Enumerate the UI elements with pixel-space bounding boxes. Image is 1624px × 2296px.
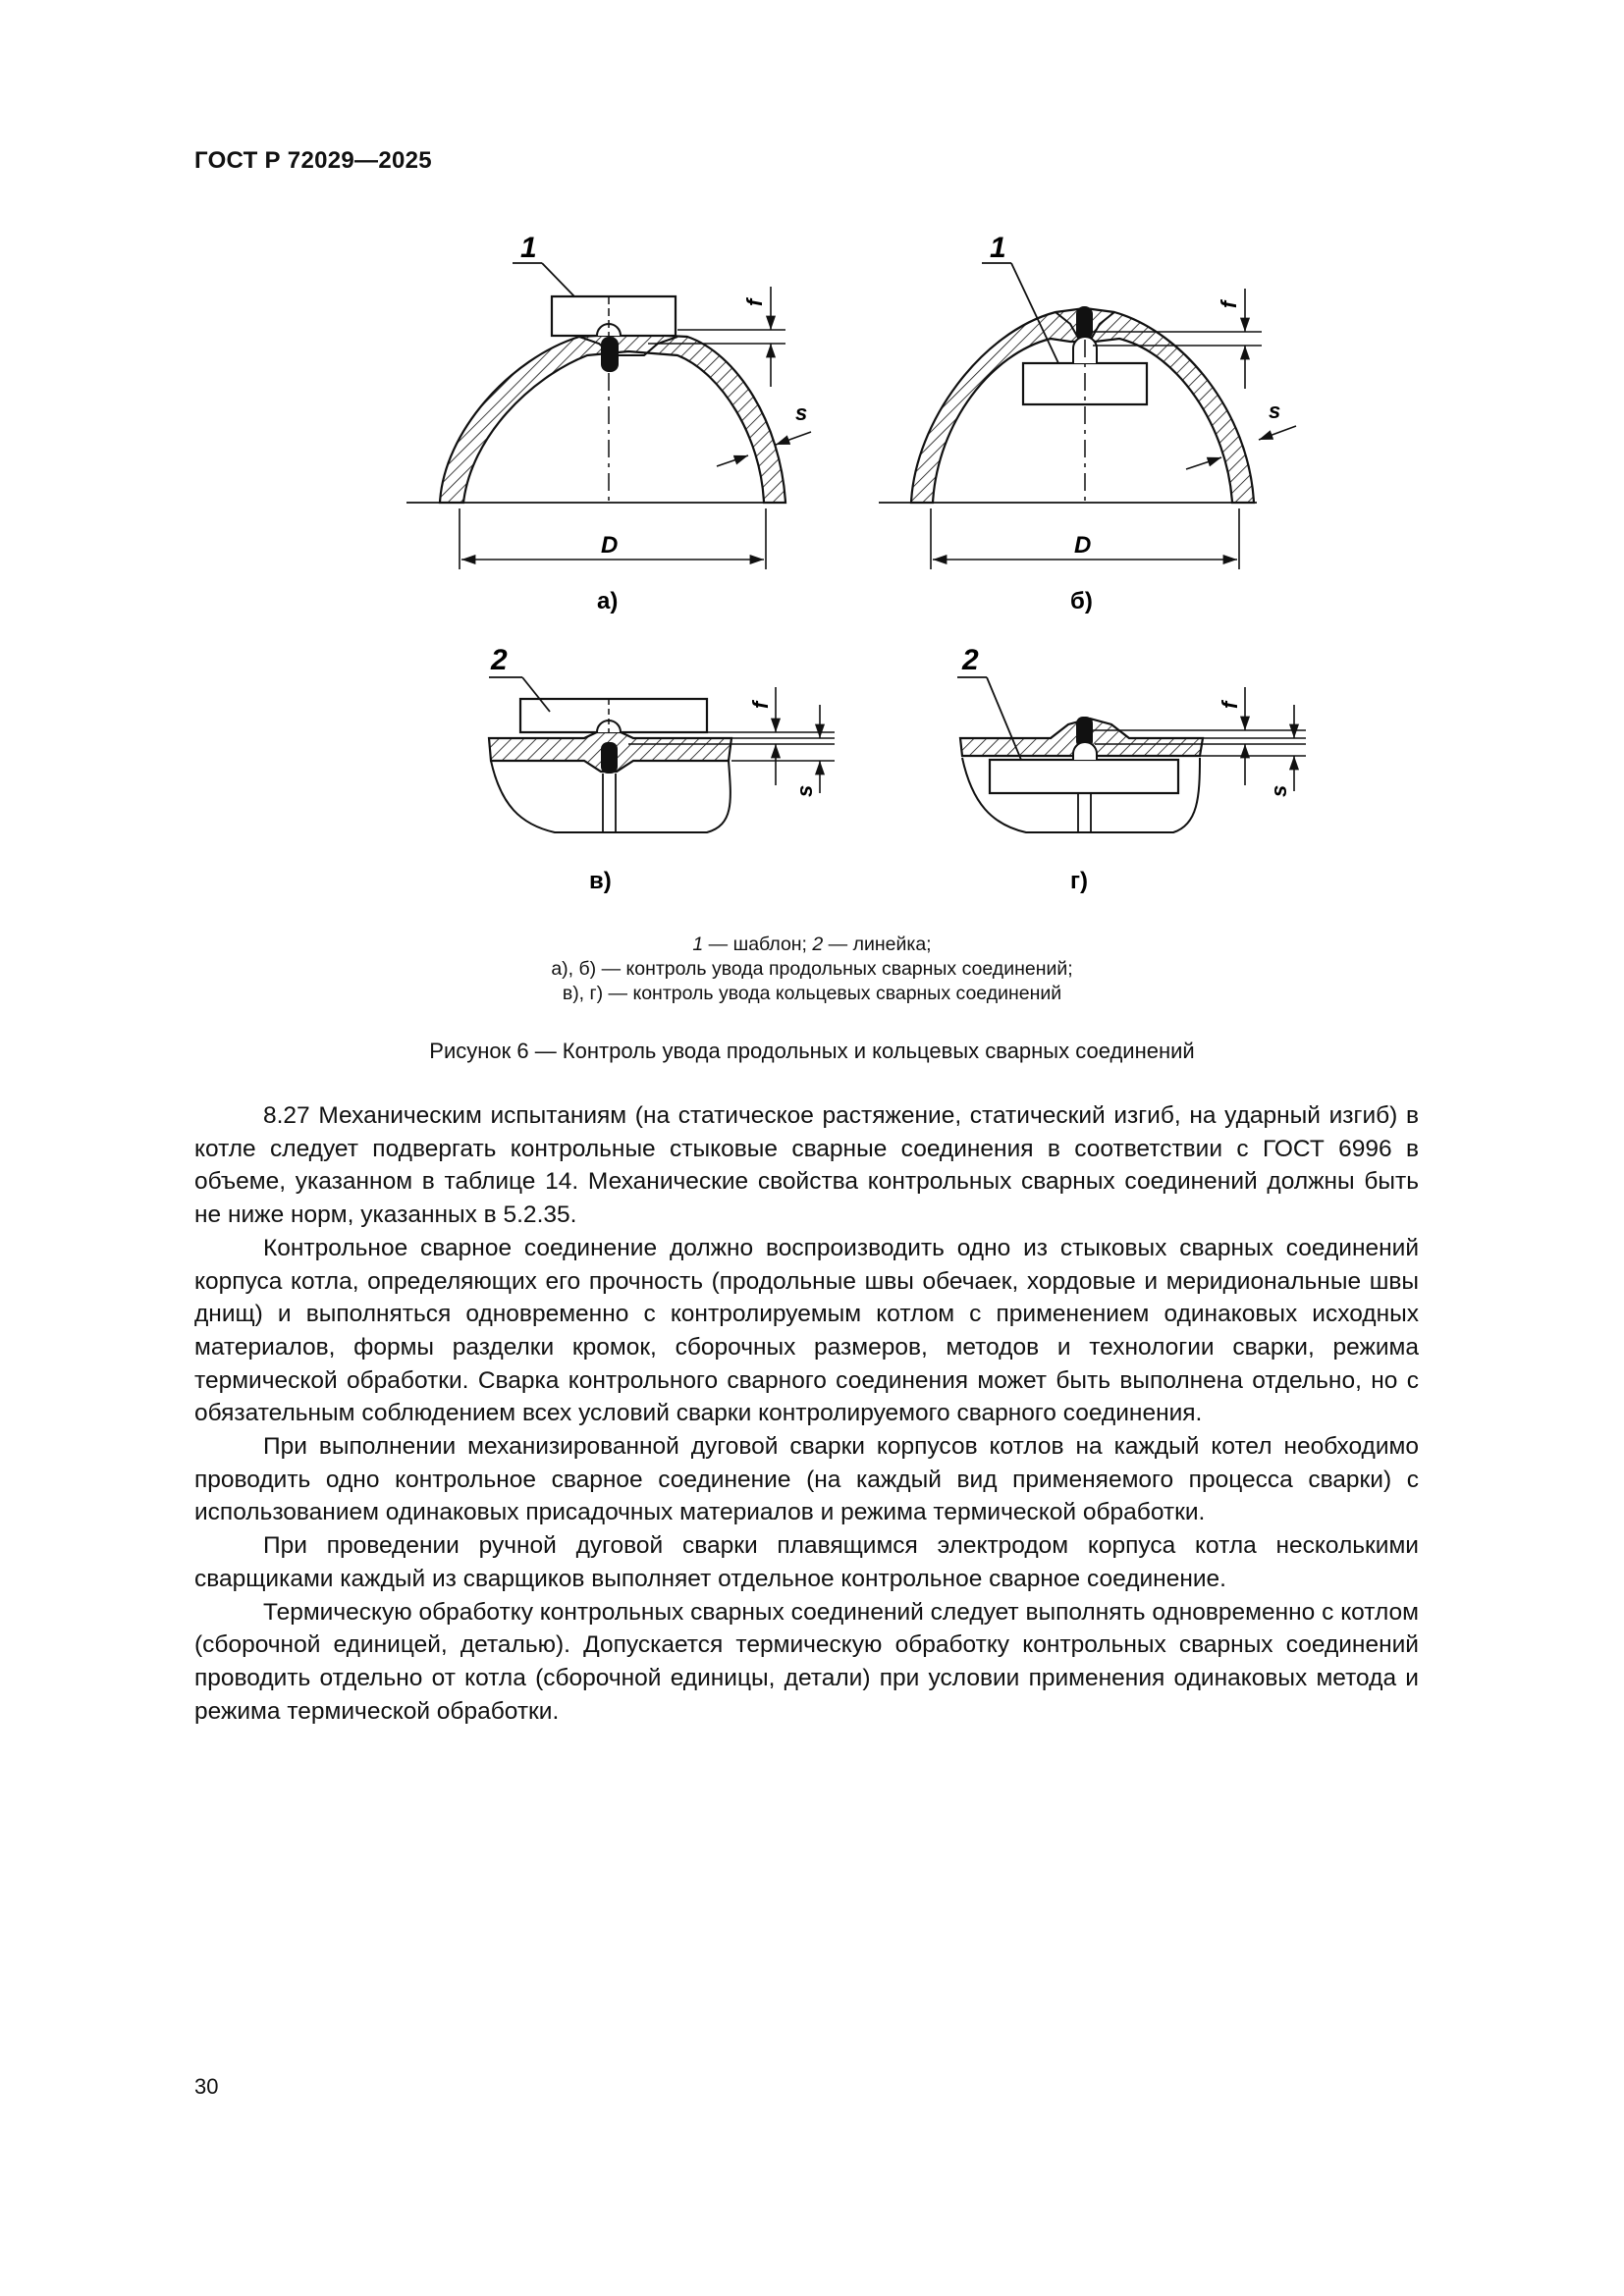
legend-line-2: а), б) — контроль увода продольных сварных соединений;	[551, 958, 1073, 980]
dim-f-b: f	[1217, 300, 1241, 308]
dim-f-g: f	[1218, 701, 1242, 709]
subfigure-b-longitudinal-template-inside	[879, 232, 1296, 614]
callout-2-v: 2	[491, 644, 508, 676]
document-code: ГОСТ Р 72029—2025	[194, 147, 432, 174]
subfig-label-v: в)	[589, 868, 612, 894]
callout-2-g: 2	[962, 644, 979, 676]
ruler-g	[990, 760, 1178, 793]
subfigure-v-circumferential-ruler-outside	[489, 644, 835, 894]
dim-s-v: s	[792, 784, 817, 797]
weld-v	[601, 742, 618, 774]
paragraph: При проведении ручной дуговой сварки плавящимся электродом корпуса котла несколькими сварщиками каждый из сварщиков выполняет отдельное контрольное сварное соединение.	[194, 1532, 1419, 1592]
legend-line-3: в), г) — контроль увода кольцевых сварных соединений	[562, 983, 1062, 1004]
subfigure-a-longitudinal-template-outside	[406, 232, 811, 614]
dim-d-b: D	[1074, 532, 1092, 559]
paragraph: При выполнении механизированной дуговой сварки корпусов котлов на каждый котел необходимо проводить одно контрольное сварное соединение (на каждый вид применяемого процесса сварки) с использованием одинаковых присадочных материалов и режима термической обработки.	[194, 1433, 1419, 1526]
paragraph: Термическую обработку контрольных сварных соединений следует выполнять одновременно с котлом (сборочной единицей, деталью). Допускается термическую обработку контрольных сварных соединений проводить отдельно от котла (сборочной единицы, детали) при условии применения одинаковых метода и режима термической обработки.	[194, 1598, 1419, 1725]
paragraph: Контрольное сварное соединение должно воспроизводить одно из стыковых сварных соединений корпуса котла, определяющих его прочность (продольные швы обечаек, хордовые и меридиональные швы днищ) и выполняться одновременно с контролируемым котлом с применением одинаковых исходных материалов, формы разделки кромок, сборочных размеров, методов и технологии сварки, режима термической обработки. Сварка контрольного сварного соединения может быть выполнена отдельно, но с обязательным соблюдением всех условий сварки контролируемого сварного соединения.	[194, 1234, 1419, 1427]
dim-d-a: D	[601, 532, 619, 559]
dim-f-v: f	[748, 701, 773, 709]
page-number: 30	[194, 2074, 219, 2099]
weld-b	[1076, 306, 1093, 340]
callout-1-a: 1	[520, 232, 537, 264]
figure-caption: Рисунок 6 — Контроль увода продольных и кольцевых сварных соединений	[429, 1039, 1195, 1063]
paragraph: 8.27 Механическим испытаниям (на статическое растяжение, статический изгиб, на ударный изгиб) в котле следует подвергать контрольные стыковые сварные соединения в соответствии с ГОСТ 6996 в объеме, указанном в таблице 14. Механические свойства контрольных сварных соединений должны быть не ниже норм, указанных в 5.2.35.	[194, 1102, 1419, 1229]
body-text	[194, 1099, 1419, 1728]
dim-s-b: s	[1269, 399, 1281, 423]
subfig-label-a: а)	[597, 588, 619, 614]
figure-legend	[295, 933, 1329, 1006]
legend-line-1: 1 — шаблон; 2 — линейка;	[692, 934, 932, 955]
callout-1-b: 1	[990, 232, 1006, 264]
dim-s-a: s	[795, 400, 808, 425]
subfigure-g-circumferential-ruler-inside	[957, 644, 1306, 894]
figure-6-drawing	[0, 0, 1624, 982]
dim-s-g: s	[1267, 784, 1291, 797]
subfig-label-b: б)	[1070, 588, 1093, 614]
dim-f-a: f	[742, 298, 767, 306]
weld-a	[601, 337, 619, 372]
subfig-label-g: г)	[1070, 868, 1088, 894]
